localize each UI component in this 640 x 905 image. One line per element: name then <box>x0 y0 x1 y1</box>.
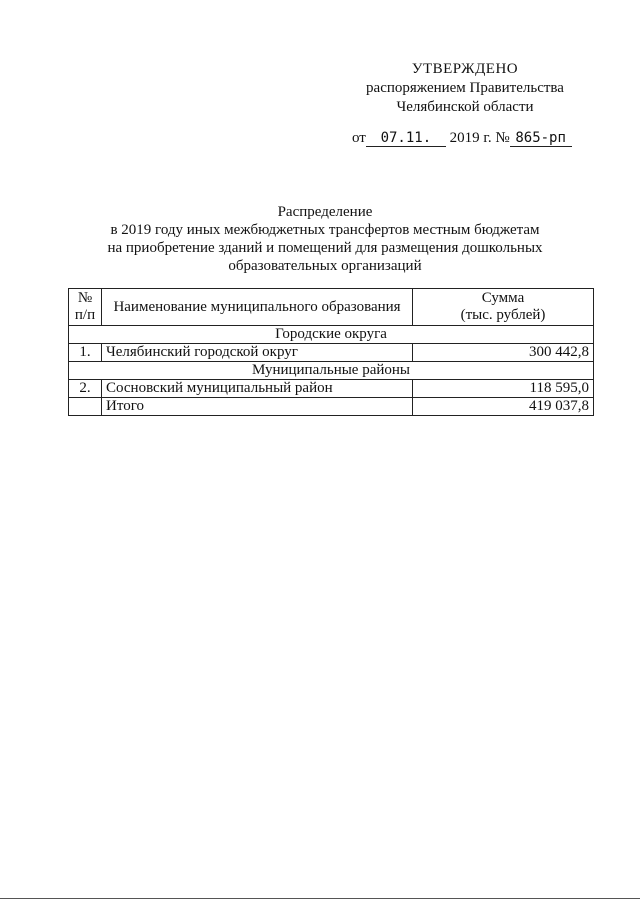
approval-region: Челябинской области <box>396 99 534 115</box>
approval-block <box>340 60 590 117</box>
header-num-abbr: п/п <box>74 307 96 323</box>
row-num: 1. <box>69 344 102 362</box>
group-row-municipal-districts <box>69 362 594 380</box>
group-label: Городские округа <box>69 326 594 344</box>
table-header-row <box>69 289 594 326</box>
title-line-4: образовательных организаций <box>228 258 422 274</box>
header-sum-label: Сумма <box>481 290 525 306</box>
page-bottom-rule <box>0 898 640 899</box>
approval-date: 07.11. <box>366 131 446 147</box>
row-name: Челябинский городской округ <box>102 344 413 362</box>
total-row <box>69 398 594 416</box>
approval-number: 865-рп <box>510 131 572 147</box>
total-sum: 419 037,8 <box>413 398 594 416</box>
table-row <box>69 380 594 398</box>
header-sum <box>413 289 594 326</box>
approval-date-line <box>352 130 572 147</box>
header-sum-unit: (тыс. рублей) <box>460 307 546 323</box>
header-num <box>69 289 102 326</box>
total-num <box>69 398 102 416</box>
approval-year: 2019 г. <box>449 130 492 146</box>
row-name: Сосновский муниципальный район <box>102 380 413 398</box>
distribution-table <box>68 288 594 416</box>
approval-authority: распоряжением Правительства <box>366 80 564 96</box>
total-label: Итого <box>102 398 413 416</box>
row-num: 2. <box>69 380 102 398</box>
document-title <box>60 203 590 275</box>
title-line-2: в 2019 году иных межбюджетных трансфертов местным бюджетам <box>110 222 540 238</box>
title-line-3: на приобретение зданий и помещений для размещения дошкольных <box>107 240 543 256</box>
group-label: Муниципальные районы <box>69 362 594 380</box>
header-num-sign: № <box>77 290 93 306</box>
approval-heading: УТВЕРЖДЕНО <box>411 61 519 77</box>
row-sum: 300 442,8 <box>413 344 594 362</box>
row-sum: 118 595,0 <box>413 380 594 398</box>
table-row <box>69 344 594 362</box>
date-prefix: от <box>352 130 366 146</box>
group-row-city-districts <box>69 326 594 344</box>
number-sign: № <box>495 130 510 146</box>
header-name: Наименование муниципального образования <box>102 289 413 326</box>
title-line-1: Распределение <box>277 204 373 220</box>
